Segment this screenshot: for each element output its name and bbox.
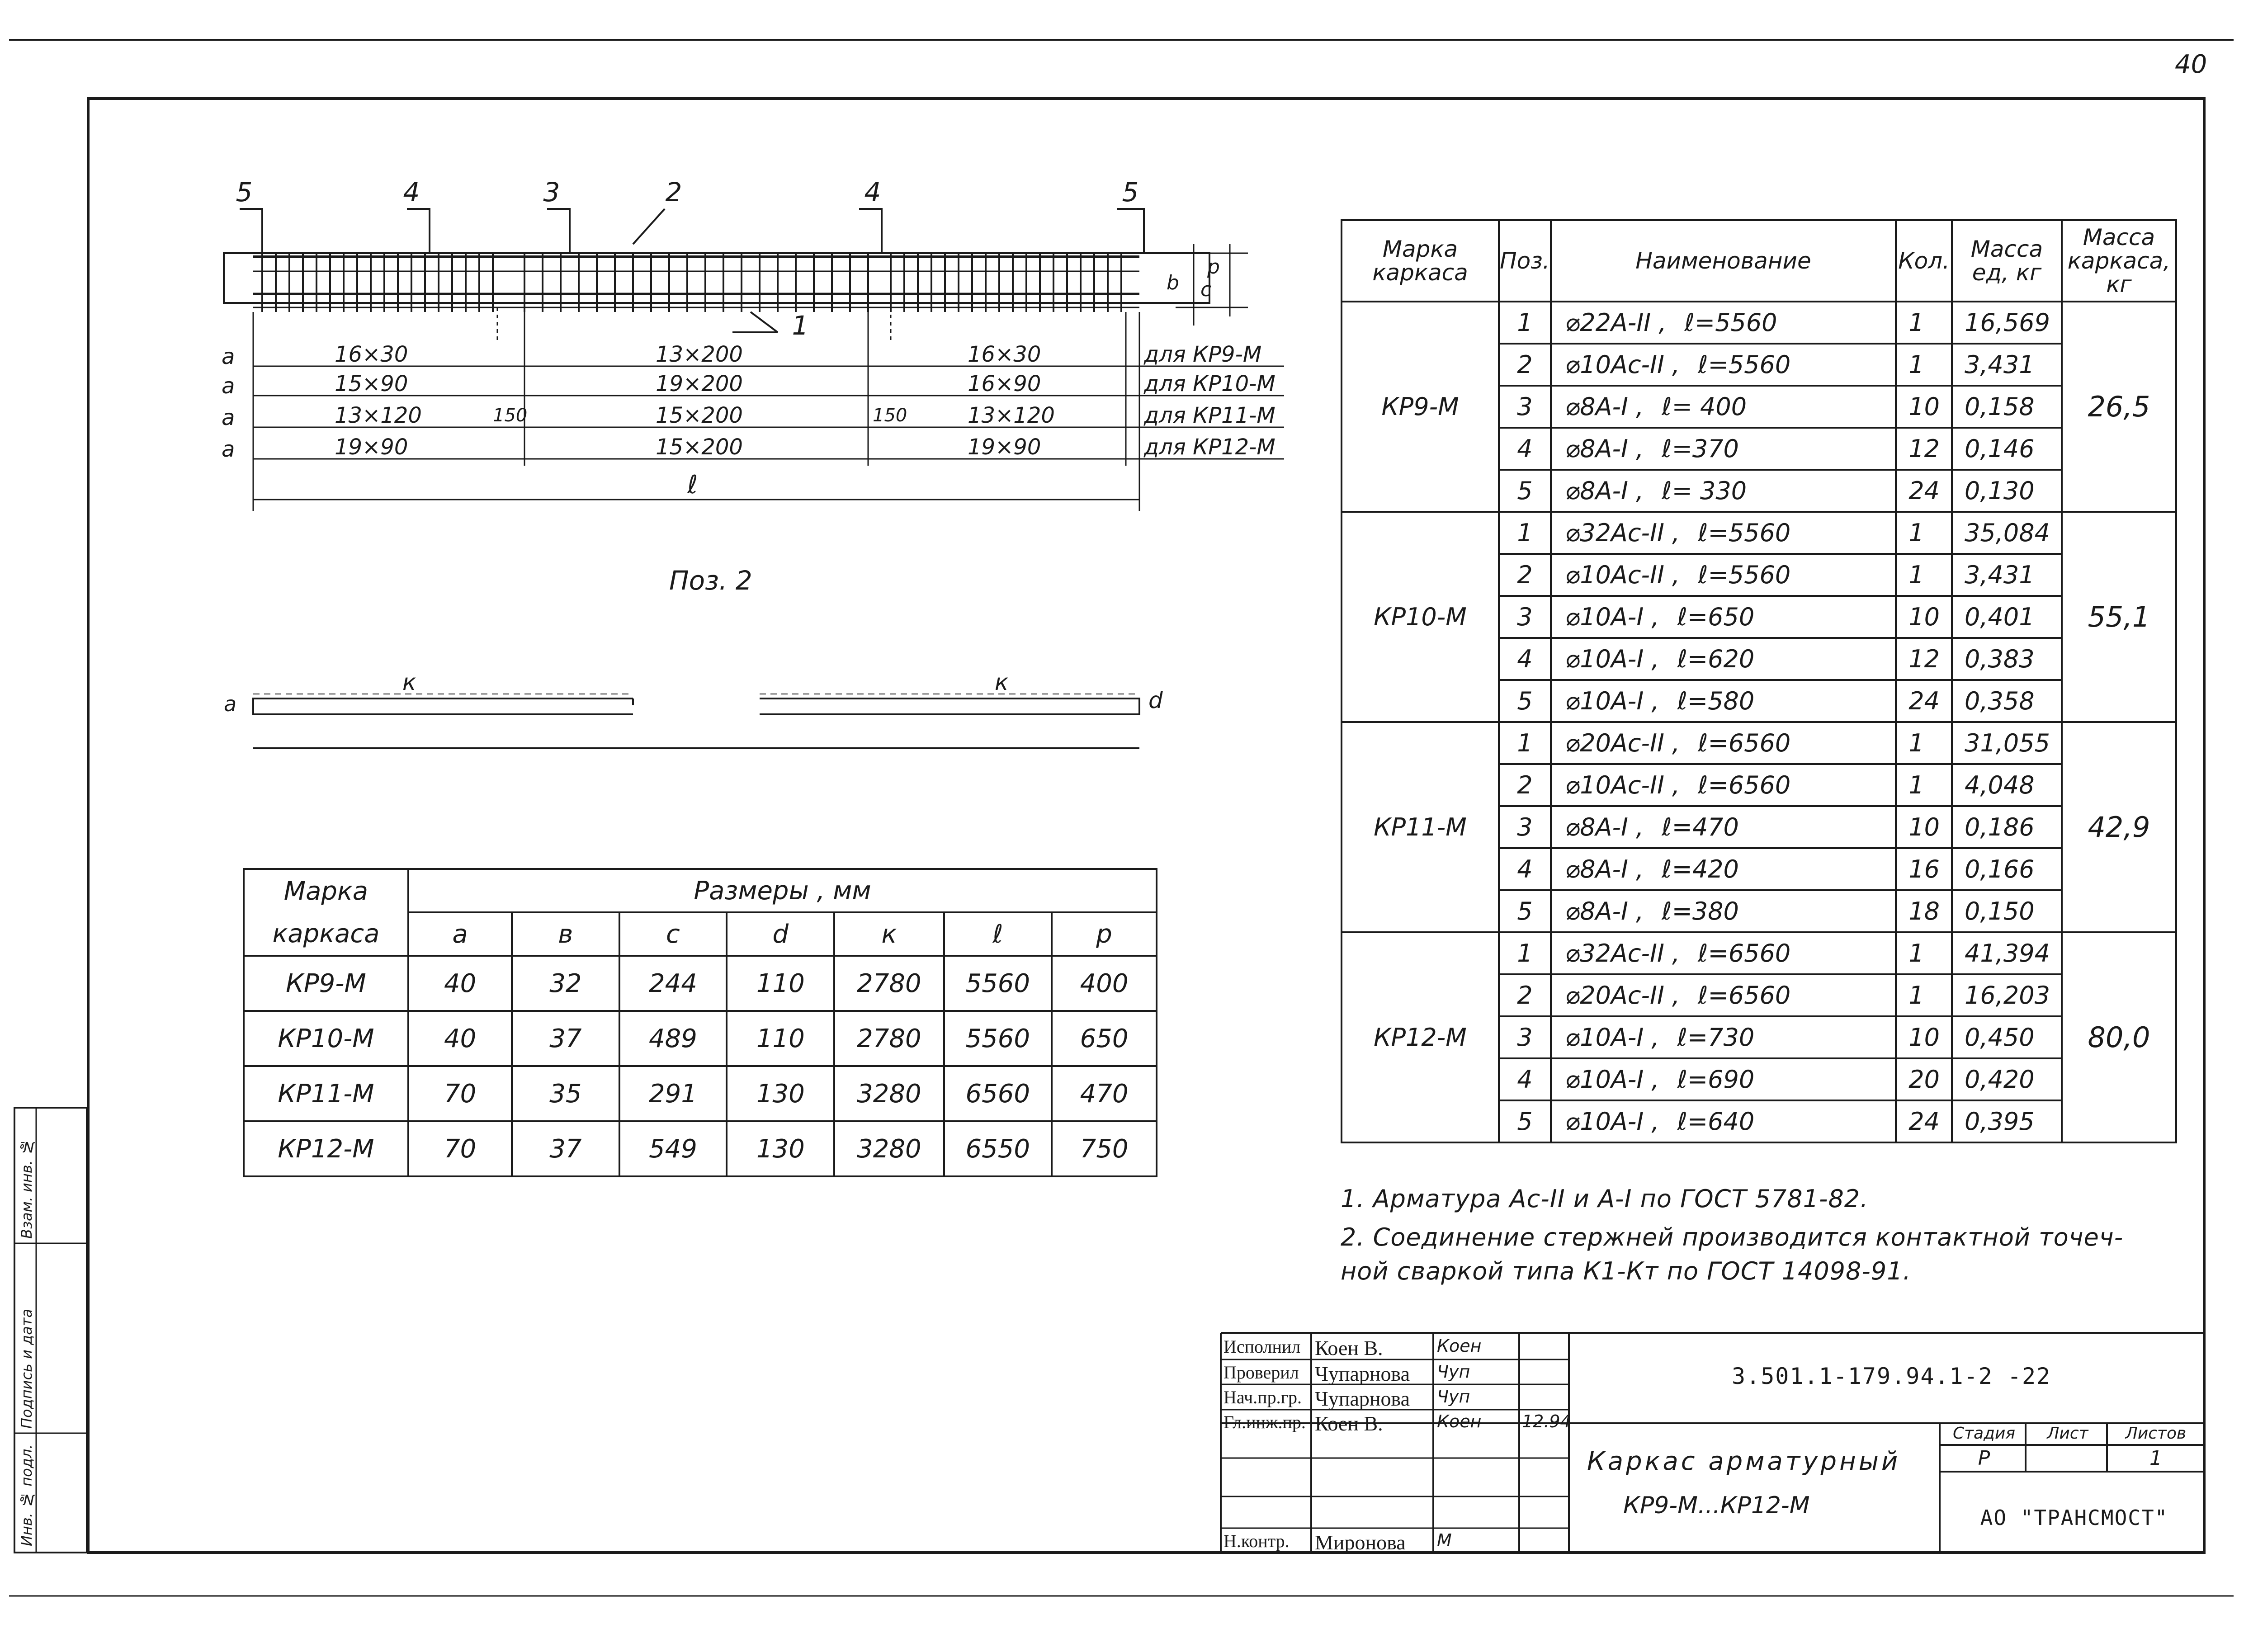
dim-right: 13×120: [968, 403, 1055, 428]
table-row: [1342, 512, 2176, 554]
spec-bar-length: ℓ=650: [1677, 603, 1755, 631]
spec-pos: 3: [1499, 806, 1551, 848]
dims-cell: 470: [1052, 1066, 1157, 1121]
label-c: c: [1200, 278, 1212, 301]
dim-note: для КР9-М: [1144, 342, 1262, 367]
spec-name: [1551, 974, 1896, 1016]
dims-cell: 110: [727, 956, 834, 1011]
spec-bar-designation: ⌀32Аc-II ,: [1565, 939, 1680, 968]
spec-bar-designation: ⌀8А-I ,: [1565, 392, 1644, 421]
note-2: 2. Соединение стержней производится контактной точеч-: [1341, 1223, 2124, 1251]
spec-name: [1551, 680, 1896, 722]
sheets-header: Листов: [2125, 1424, 2187, 1443]
spec-bar-designation: ⌀8А-I ,: [1565, 477, 1644, 505]
table-row: [244, 1066, 1157, 1121]
spec-total-mass: 26,5: [2062, 302, 2176, 512]
spec-mass: 0,358: [1952, 680, 2062, 722]
spec-mass: 35,084: [1952, 512, 2062, 554]
table-row: [244, 1011, 1157, 1066]
dim-mid-post: 150: [873, 405, 907, 426]
callout-pos4-right: 4: [864, 177, 881, 208]
spec-qty: 18: [1896, 890, 1952, 932]
spec-name: [1551, 512, 1896, 554]
spec-pos: 1: [1499, 932, 1551, 974]
dims-cell: 70: [408, 1121, 512, 1176]
spec-bar-designation: ⌀10А-I ,: [1565, 1065, 1659, 1094]
table-row: [1342, 932, 2176, 974]
dims-col-b: в: [512, 912, 619, 956]
dims-cell: 37: [512, 1121, 619, 1176]
spec-pos: 1: [1499, 722, 1551, 764]
table-row: [244, 956, 1157, 1011]
spec-bar-length: ℓ=6560: [1698, 729, 1791, 757]
spec-bar-length: ℓ=730: [1677, 1023, 1755, 1052]
dim-mid: 19×200: [656, 371, 743, 396]
spec-name: [1551, 764, 1896, 806]
dims-cell: 70: [408, 1066, 512, 1121]
dims-col-p: р: [1052, 912, 1157, 956]
spec-header-unit-mass: Масса ед, кг: [1952, 220, 2062, 302]
table-row: [244, 1121, 1157, 1176]
note-2-cont: ной сваркой типа К1-Кт по ГОСТ 14098-91.: [1341, 1257, 1911, 1285]
spec-header-pos: Поз.: [1499, 220, 1551, 302]
dims-cell: 130: [727, 1121, 834, 1176]
spec-bar-length: ℓ=6560: [1698, 939, 1791, 968]
spec-name: [1551, 386, 1896, 428]
dims-cell: 5560: [944, 1011, 1052, 1066]
tb-signature: Чуп: [1437, 1387, 1470, 1407]
dims-col-k: к: [834, 912, 944, 956]
spec-name: [1551, 638, 1896, 680]
dims-cell: 6550: [944, 1121, 1052, 1176]
sheet-header: Лист: [2047, 1424, 2088, 1443]
dims-cell: 549: [619, 1121, 727, 1176]
spec-name: [1551, 890, 1896, 932]
spec-name: [1551, 1058, 1896, 1100]
overall-length-label: ℓ: [687, 470, 698, 500]
spec-bar-length: ℓ=5560: [1698, 350, 1791, 379]
margin-stamp-2: Подпись и дата: [18, 1308, 35, 1429]
margin-stamp-3: Инв. № подл.: [18, 1444, 35, 1546]
callout-pos2: 2: [665, 177, 682, 208]
spec-mass: 0,395: [1952, 1100, 2062, 1142]
spec-pos: 5: [1499, 680, 1551, 722]
spec-bar-designation: ⌀10А-I ,: [1565, 687, 1659, 715]
pos2-end-d: d: [1148, 687, 1163, 713]
spec-pos: 4: [1499, 848, 1551, 890]
dims-cell: 37: [512, 1011, 619, 1066]
dim-note: для КР12-М: [1144, 434, 1275, 460]
sheets-value: 1: [2149, 1447, 2162, 1470]
note-1: 1. Арматура Аc-II и А-I по ГОСТ 5781-82.: [1341, 1185, 1869, 1213]
spec-name: [1551, 722, 1896, 764]
spec-bar-length: ℓ=6560: [1698, 981, 1791, 1010]
spec-mass: 0,130: [1952, 470, 2062, 512]
spec-qty: 24: [1896, 470, 1952, 512]
spec-bar-length: ℓ=690: [1677, 1065, 1755, 1094]
pos2-k-left: к: [402, 669, 416, 695]
tb-name: Чупарнова: [1315, 1362, 1410, 1385]
tb-role: Н.контр.: [1223, 1531, 1290, 1551]
spec-mass: 0,150: [1952, 890, 2062, 932]
dim-mid: 15×200: [656, 434, 743, 460]
spec-name: [1551, 554, 1896, 596]
spec-mass: 41,394: [1952, 932, 2062, 974]
spec-qty: 16: [1896, 848, 1952, 890]
spec-bar-length: ℓ=380: [1662, 897, 1739, 925]
dim-left: 15×90: [335, 371, 408, 396]
title-line-1: Каркас арматурный: [1587, 1447, 1901, 1476]
dims-cell: 400: [1052, 956, 1157, 1011]
spec-bar-designation: ⌀10А-I ,: [1565, 1107, 1659, 1136]
dims-cell: 750: [1052, 1121, 1157, 1176]
dim-right: 19×90: [968, 434, 1041, 460]
spec-bar-length: ℓ=5560: [1698, 561, 1791, 589]
spec-qty: 1: [1896, 974, 1952, 1016]
spec-mass: 0,186: [1952, 806, 2062, 848]
spec-name: [1551, 428, 1896, 470]
spec-pos: 2: [1499, 764, 1551, 806]
spec-bar-length: ℓ=420: [1662, 855, 1739, 883]
document-code: 3.501.1-179.94.1-2 -22: [1732, 1363, 2051, 1389]
spec-bar-designation: ⌀8А-I ,: [1565, 897, 1644, 925]
specification-table: [1341, 219, 2177, 1143]
dims-cell: 6560: [944, 1066, 1052, 1121]
spec-bar-designation: ⌀10А-I ,: [1565, 603, 1659, 631]
callout-pos5-left: 5: [236, 177, 253, 208]
dims-col-a: a: [408, 912, 512, 956]
spec-pos: 3: [1499, 1016, 1551, 1058]
organization: АО "ТРАНСМОСТ": [1980, 1506, 2168, 1530]
spec-qty: 10: [1896, 386, 1952, 428]
dims-mark: КР12-М: [244, 1121, 408, 1176]
dim-left: 16×30: [335, 342, 408, 367]
spec-qty: 1: [1896, 764, 1952, 806]
stage-value: Р: [1978, 1447, 1990, 1470]
spec-qty: 1: [1896, 512, 1952, 554]
dims-cell: 291: [619, 1066, 727, 1121]
spec-bar-designation: ⌀22А-II ,: [1565, 308, 1667, 337]
spec-qty: 12: [1896, 428, 1952, 470]
spec-qty: 24: [1896, 680, 1952, 722]
spec-qty: 1: [1896, 344, 1952, 386]
dim-mid: 15×200: [656, 403, 743, 428]
dims-cell: 40: [408, 956, 512, 1011]
tb-role: Проверил: [1223, 1362, 1299, 1383]
spec-qty: 10: [1896, 596, 1952, 638]
dims-cell: 40: [408, 1011, 512, 1066]
dims-cell: 489: [619, 1011, 727, 1066]
dim-mid: 13×200: [656, 342, 743, 367]
dims-col-c: c: [619, 912, 727, 956]
spec-mass: 16,203: [1952, 974, 2062, 1016]
dim-row-letter: a: [222, 373, 235, 399]
spec-name: [1551, 848, 1896, 890]
callout-pos1: 1: [792, 310, 809, 341]
spec-name: [1551, 470, 1896, 512]
spec-name: [1551, 302, 1896, 344]
spec-bar-designation: ⌀8А-I ,: [1565, 813, 1644, 841]
dim-row-letter: a: [222, 405, 235, 430]
dim-left: 19×90: [335, 434, 408, 460]
spec-mass: 31,055: [1952, 722, 2062, 764]
dim-note: для КР11-М: [1144, 403, 1275, 428]
spec-mass: 16,569: [1952, 302, 2062, 344]
spec-bar-designation: ⌀10А-I ,: [1565, 1023, 1659, 1052]
spec-header-qty: Кол.: [1896, 220, 1952, 302]
spec-bar-designation: ⌀20Аc-II ,: [1565, 729, 1680, 757]
spec-pos: 2: [1499, 344, 1551, 386]
spec-bar-designation: ⌀8А-I ,: [1565, 434, 1644, 463]
spec-pos: 5: [1499, 1100, 1551, 1142]
dims-col-d: d: [727, 912, 834, 956]
spec-total-mass: 80,0: [2062, 932, 2176, 1142]
dims-cell: 3280: [834, 1066, 944, 1121]
spec-mass: 0,420: [1952, 1058, 2062, 1100]
tb-name: Чупарнова: [1315, 1387, 1410, 1410]
tb-signature: М: [1437, 1530, 1452, 1550]
dims-cell: 2780: [834, 1011, 944, 1066]
dims-mark: КР11-М: [244, 1066, 408, 1121]
margin-stamp-1: Взам. инв. №: [18, 1138, 35, 1239]
spec-header-name: Наименование: [1551, 220, 1896, 302]
spec-mark: КР9-М: [1342, 302, 1499, 512]
dims-cell: 5560: [944, 956, 1052, 1011]
dim-mid-pre: 150: [493, 405, 528, 426]
tb-name: Миронова: [1315, 1531, 1406, 1554]
dims-header-mark: Марка: [244, 869, 408, 912]
tb-signature: Коен: [1437, 1336, 1482, 1356]
spec-header-total-mass: Масса каркаса, кг: [2062, 220, 2176, 302]
spec-bar-designation: ⌀32Аc-II ,: [1565, 519, 1680, 547]
tb-role: Нач.пр.гр.: [1223, 1387, 1302, 1407]
spec-bar-designation: ⌀10Аc-II ,: [1565, 350, 1680, 379]
dims-mark: КР10-М: [244, 1011, 408, 1066]
spec-mass: 3,431: [1952, 554, 2062, 596]
spec-bar-designation: ⌀8А-I ,: [1565, 855, 1644, 883]
spec-qty: 24: [1896, 1100, 1952, 1142]
spec-bar-length: ℓ=470: [1662, 813, 1739, 841]
spec-pos: 3: [1499, 596, 1551, 638]
dims-mark: КР9-М: [244, 956, 408, 1011]
dims-cell: 32: [512, 956, 619, 1011]
spec-qty: 10: [1896, 1016, 1952, 1058]
tb-date: 12.94: [1522, 1411, 1571, 1431]
pos2-bar: [253, 694, 1139, 748]
spec-bar-length: ℓ=370: [1662, 434, 1739, 463]
tb-name: Коен В.: [1315, 1336, 1383, 1359]
tb-name: Коен В.: [1315, 1412, 1383, 1435]
spec-pos: 3: [1499, 386, 1551, 428]
table-row: [1342, 302, 2176, 344]
title-line-2: КР9-М...КР12-М: [1623, 1492, 1810, 1519]
spec-qty: 1: [1896, 932, 1952, 974]
spec-pos: 4: [1499, 638, 1551, 680]
spec-qty: 1: [1896, 722, 1952, 764]
dims-cell: 110: [727, 1011, 834, 1066]
spec-qty: 1: [1896, 302, 1952, 344]
dims-col-l: ℓ: [944, 912, 1052, 956]
spec-qty: 1: [1896, 554, 1952, 596]
dim-row-letter: a: [222, 344, 235, 369]
spec-mark: КР12-М: [1342, 932, 1499, 1142]
spec-name: [1551, 932, 1896, 974]
spec-pos: 4: [1499, 428, 1551, 470]
spec-mass: 3,431: [1952, 344, 2062, 386]
spec-mass: 4,048: [1952, 764, 2062, 806]
callout-pos4-left: 4: [403, 177, 420, 208]
spec-pos: 5: [1499, 890, 1551, 932]
dims-cell: 2780: [834, 956, 944, 1011]
stage-header: Стадия: [1952, 1424, 2016, 1443]
label-p: р: [1207, 255, 1220, 278]
spec-pos: 5: [1499, 470, 1551, 512]
tb-signature: Чуп: [1437, 1362, 1470, 1382]
spec-qty: 10: [1896, 806, 1952, 848]
label-b: b: [1167, 271, 1179, 294]
spec-bar-length: ℓ=580: [1677, 687, 1755, 715]
spec-qty: 20: [1896, 1058, 1952, 1100]
spec-bar-designation: ⌀10Аc-II ,: [1565, 771, 1680, 799]
spec-bar-designation: ⌀10Аc-II ,: [1565, 561, 1680, 589]
spec-bar-length: ℓ=640: [1677, 1107, 1755, 1136]
spec-bar-length: ℓ=6560: [1698, 771, 1791, 799]
dimensions-table: [243, 868, 1157, 1177]
spec-qty: 12: [1896, 638, 1952, 680]
spec-mark: КР10-М: [1342, 512, 1499, 722]
spec-name: [1551, 1016, 1896, 1058]
dims-cell: 650: [1052, 1011, 1157, 1066]
spec-pos: 2: [1499, 554, 1551, 596]
dims-cell: 244: [619, 956, 727, 1011]
spec-mass: 0,383: [1952, 638, 2062, 680]
pos2-end-a: a: [224, 692, 237, 716]
spec-name: [1551, 596, 1896, 638]
spec-bar-length: ℓ=620: [1677, 645, 1755, 673]
spec-mass: 0,401: [1952, 596, 2062, 638]
dim-right: 16×90: [968, 371, 1041, 396]
spec-name: [1551, 806, 1896, 848]
spec-mark: КР11-М: [1342, 722, 1499, 932]
dim-row-letter: a: [222, 437, 235, 462]
dims-cell: 35: [512, 1066, 619, 1121]
tb-signature: Коен: [1437, 1411, 1482, 1431]
dims-cell: 3280: [834, 1121, 944, 1176]
spec-bar-designation: ⌀10А-I ,: [1565, 645, 1659, 673]
spec-pos: 2: [1499, 974, 1551, 1016]
pos2-k-right: к: [995, 669, 1009, 695]
spec-total-mass: 42,9: [2062, 722, 2176, 932]
spec-header-mark: Марка каркаса: [1342, 220, 1499, 302]
spec-mass: 0,450: [1952, 1016, 2062, 1058]
spec-mass: 0,166: [1952, 848, 2062, 890]
table-row: [1342, 722, 2176, 764]
dim-right: 16×30: [968, 342, 1041, 367]
spec-bar-length: ℓ= 400: [1662, 392, 1747, 421]
spec-name: [1551, 1100, 1896, 1142]
spec-total-mass: 55,1: [2062, 512, 2176, 722]
spec-pos: 1: [1499, 302, 1551, 344]
dim-note: для КР10-М: [1144, 371, 1275, 396]
spec-mass: 0,146: [1952, 428, 2062, 470]
tb-role: Гл.инж.пр.: [1223, 1412, 1306, 1432]
dims-cell: 130: [727, 1066, 834, 1121]
spec-bar-length: ℓ= 330: [1662, 477, 1747, 505]
dims-header-group: Размеры , мм: [408, 869, 1157, 912]
tb-role: Исполнил: [1223, 1336, 1301, 1357]
spec-bar-designation: ⌀20Аc-II ,: [1565, 981, 1680, 1010]
callout-pos5-right: 5: [1122, 177, 1139, 208]
spec-name: [1551, 344, 1896, 386]
dims-header-mark-2: каркаса: [244, 912, 408, 956]
pos2-title: Поз. 2: [669, 565, 752, 596]
spec-bar-length: ℓ=5560: [1684, 308, 1777, 337]
callout-pos3: 3: [543, 177, 560, 208]
spec-mass: 0,158: [1952, 386, 2062, 428]
spec-bar-length: ℓ=5560: [1698, 519, 1791, 547]
spec-pos: 1: [1499, 512, 1551, 554]
sheet-number: 40: [2175, 50, 2207, 79]
dim-left: 13×120: [335, 403, 422, 428]
spec-pos: 4: [1499, 1058, 1551, 1100]
